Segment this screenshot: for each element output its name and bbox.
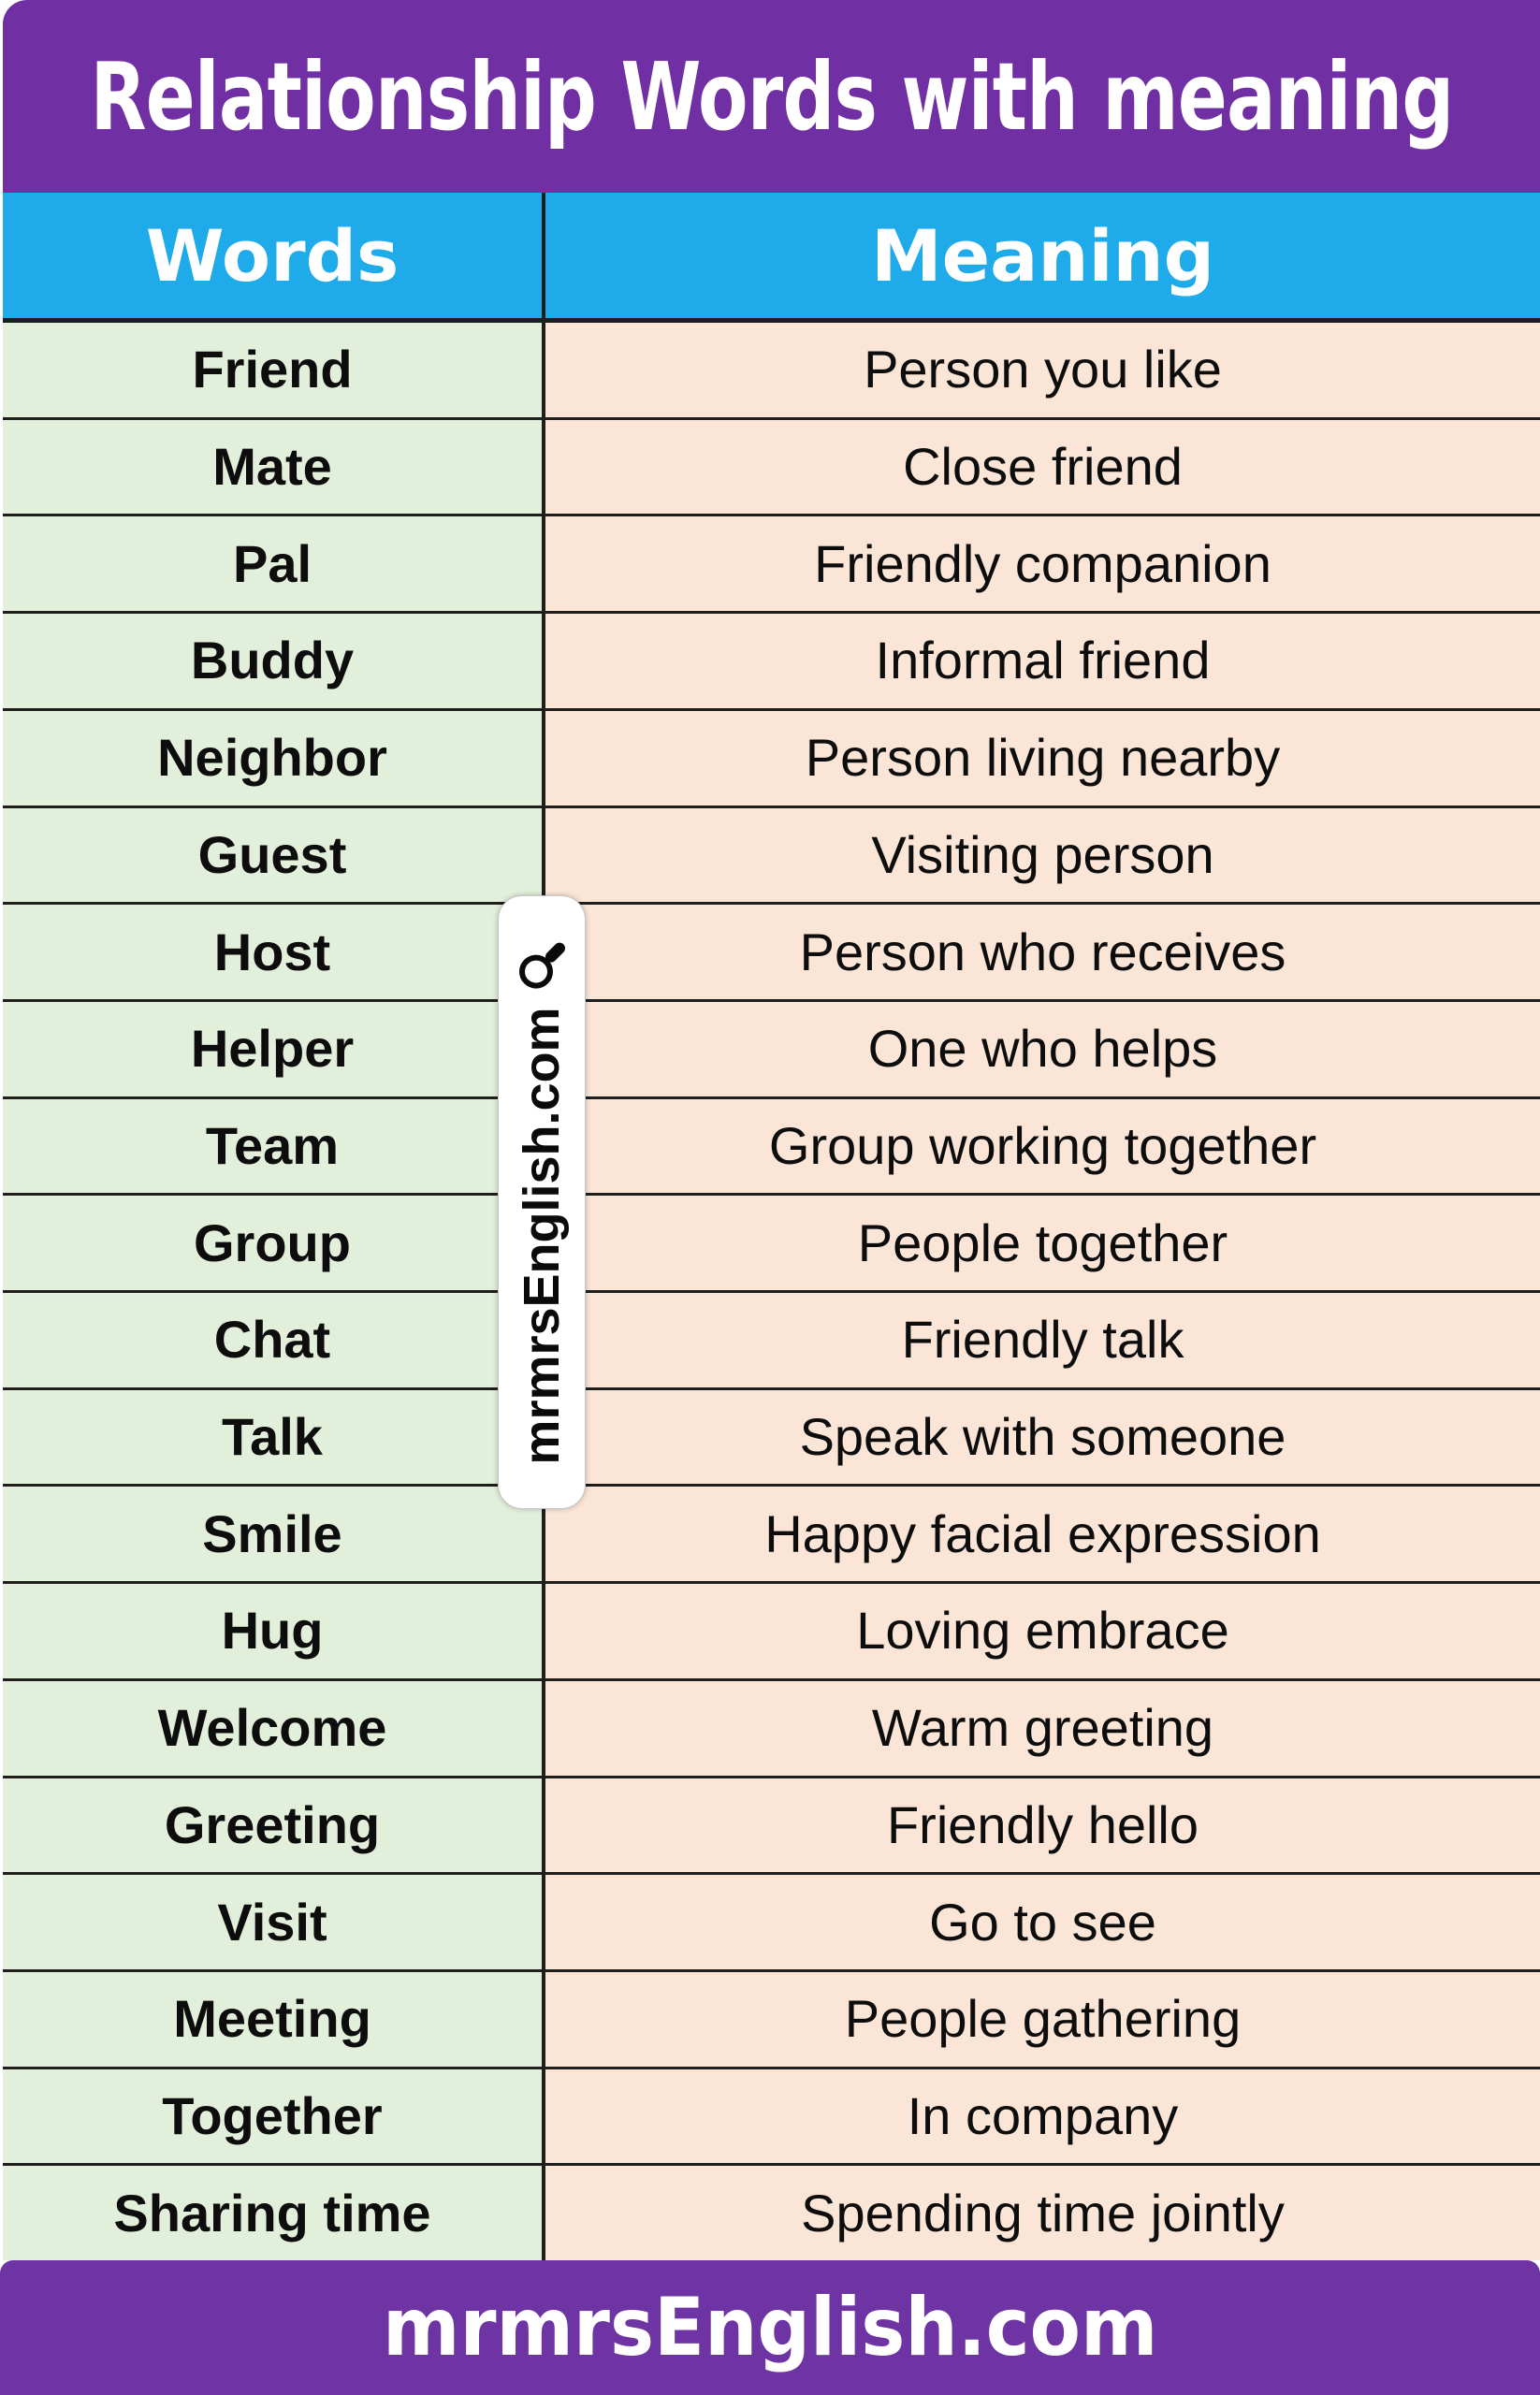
- word-cell: Greeting: [3, 1778, 545, 1873]
- word-cell: Talk: [3, 1390, 545, 1485]
- word-cell: Pal: [3, 516, 545, 611]
- meaning-cell: Friendly talk: [545, 1293, 1540, 1387]
- table-row: [3, 514, 1540, 611]
- word-cell: Together: [3, 2069, 545, 2164]
- word-cell: Visit: [3, 1875, 545, 1969]
- word-cell: Meeting: [3, 1972, 545, 2067]
- meaning-cell: People together: [545, 1196, 1540, 1290]
- table-row: [3, 806, 1540, 903]
- meaning-cell: Person living nearby: [545, 711, 1540, 806]
- word-cell: Guest: [3, 808, 545, 903]
- meaning-cell: Person you like: [545, 323, 1540, 417]
- table-row: [3, 1581, 1540, 1678]
- table-row: [3, 1776, 1540, 1873]
- footer-site-text: mrmrsEnglish.com: [382, 2281, 1158, 2374]
- word-cell: Helper: [3, 1002, 545, 1096]
- meaning-cell: In company: [545, 2069, 1540, 2164]
- meaning-cell: One who helps: [545, 1002, 1540, 1096]
- word-cell: Chat: [3, 1293, 545, 1387]
- meaning-cell: Go to see: [545, 1875, 1540, 1969]
- meaning-cell: Informal friend: [545, 614, 1540, 708]
- word-cell: Group: [3, 1196, 545, 1290]
- footer-band: [0, 2260, 1540, 2395]
- table-row: [3, 708, 1540, 806]
- word-cell: Sharing time: [3, 2166, 545, 2260]
- word-cell: Neighbor: [3, 711, 545, 806]
- table-row: [3, 323, 1540, 417]
- page-title: Relationship Words with meaning: [90, 41, 1453, 152]
- watermark-text: mrmrsEnglish.com: [514, 1007, 570, 1465]
- table-row: [3, 999, 1540, 1096]
- watermark-inner: [513, 939, 571, 1464]
- table-row: [3, 1193, 1540, 1290]
- meaning-cell: Loving embrace: [545, 1584, 1540, 1678]
- meaning-cell: Friendly hello: [545, 1778, 1540, 1873]
- meaning-cell: Friendly companion: [545, 516, 1540, 611]
- word-cell: Smile: [3, 1487, 545, 1581]
- table-row: [3, 2067, 1540, 2164]
- table-row: [3, 902, 1540, 999]
- table-row: [3, 1872, 1540, 1969]
- table-row: [3, 1678, 1540, 1776]
- meaning-cell: People gathering: [545, 1972, 1540, 2067]
- meaning-cell: Group working together: [545, 1099, 1540, 1194]
- magnifier-icon: [516, 939, 568, 992]
- table-row: [3, 611, 1540, 708]
- word-cell: Welcome: [3, 1681, 545, 1776]
- meaning-cell: Visiting person: [545, 808, 1540, 903]
- meaning-cell: Happy facial expression: [545, 1487, 1540, 1581]
- word-cell: Host: [3, 905, 545, 999]
- table-row: [3, 1096, 1540, 1194]
- word-cell: Buddy: [3, 614, 545, 708]
- word-cell: Team: [3, 1099, 545, 1194]
- table-row: [3, 417, 1540, 515]
- table-row: [3, 1484, 1540, 1581]
- word-cell: Hug: [3, 1584, 545, 1678]
- meaning-cell: Spending time jointly: [545, 2166, 1540, 2260]
- table-header-words: Words: [3, 193, 545, 318]
- table-row: [3, 1290, 1540, 1387]
- title-band: [3, 0, 1540, 193]
- meaning-cell: Close friend: [545, 420, 1540, 515]
- watermark-pill: [498, 895, 586, 1509]
- table-row: [3, 1387, 1540, 1485]
- table-body: [3, 323, 1540, 2260]
- table-row: [3, 2163, 1540, 2260]
- table-row: [3, 1969, 1540, 2067]
- table-header-row: [3, 193, 1540, 323]
- meaning-cell: Speak with someone: [545, 1390, 1540, 1485]
- table-header-meaning: Meaning: [870, 213, 1215, 298]
- word-cell: Mate: [3, 420, 545, 515]
- word-cell: Friend: [3, 323, 545, 417]
- meaning-cell: Person who receives: [545, 905, 1540, 999]
- meaning-cell: Warm greeting: [545, 1681, 1540, 1776]
